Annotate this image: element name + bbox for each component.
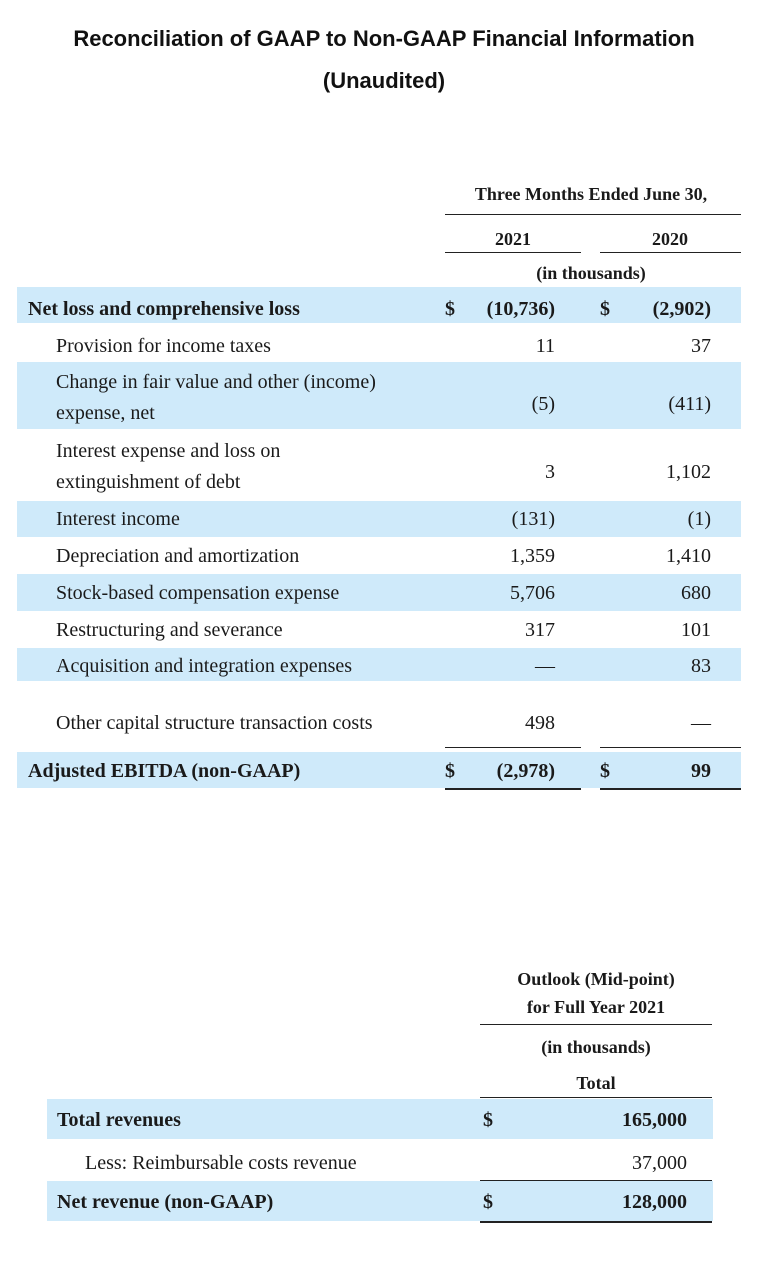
- value-2021: 498: [525, 712, 555, 734]
- currency-symbol: $: [600, 298, 610, 320]
- value-2020: 101: [681, 619, 711, 641]
- total-header-rule: [480, 1097, 712, 1098]
- row-label: Provision for income taxes: [56, 335, 271, 357]
- value-2020: 680: [681, 582, 711, 604]
- outlook-header-rule: [480, 1024, 712, 1025]
- outlook-value: 128,000: [622, 1191, 687, 1213]
- value-2021: 1,359: [510, 545, 555, 567]
- value-2020: —: [691, 712, 711, 734]
- units-label: (in thousands): [536, 263, 646, 283]
- value-2020: 1,410: [666, 545, 711, 567]
- col-header-2021: 2021: [495, 229, 531, 249]
- value-2021: (5): [531, 393, 555, 415]
- row-label: Stock-based compensation expense: [56, 582, 340, 604]
- value-2020: (1): [687, 508, 711, 530]
- row-label: Restructuring and severance: [56, 619, 283, 641]
- value-2020: 99: [691, 760, 711, 782]
- currency-symbol: $: [483, 1191, 493, 1213]
- total-rule: [480, 1221, 712, 1223]
- page-title: Reconciliation of GAAP to Non-GAAP Financial Information: [73, 26, 695, 51]
- value-2021: 317: [525, 619, 555, 641]
- row-label: Interest expense and loss on extinguishment of debt: [56, 440, 281, 493]
- col-rule-2020: [600, 252, 741, 253]
- row-label: Other capital structure transaction costs: [56, 712, 373, 734]
- currency-symbol: $: [600, 760, 610, 782]
- row-label: Net loss and comprehensive loss: [28, 298, 300, 320]
- row-label: Change in fair value and other (income) expense, net: [56, 371, 376, 424]
- row-label: Interest income: [56, 508, 180, 530]
- value-2021: —: [535, 655, 555, 677]
- value-2021: 5,706: [510, 582, 555, 604]
- outlook-value: 37,000: [632, 1152, 687, 1174]
- value-2020: (2,902): [652, 298, 711, 320]
- outlook-header-line1: Outlook (Mid-point): [517, 969, 675, 989]
- subtotal-rule-2020: [600, 747, 741, 748]
- page-subtitle: (Unaudited): [322, 68, 446, 93]
- total-rule-2021: [445, 788, 581, 790]
- col-header-2020: 2020: [652, 229, 688, 249]
- value-2020: (411): [668, 393, 711, 415]
- value-2021: 11: [535, 335, 555, 357]
- value-2021: (10,736): [486, 298, 555, 320]
- subtotal-rule-2021: [445, 747, 581, 748]
- currency-symbol: $: [483, 1109, 493, 1131]
- value-2021: (2,978): [496, 760, 555, 782]
- currency-symbol: $: [445, 760, 455, 782]
- row-label: Net revenue (non-GAAP): [57, 1191, 274, 1213]
- row-label: Adjusted EBITDA (non-GAAP): [28, 760, 301, 782]
- value-2021: (131): [511, 508, 555, 530]
- outlook-header-line2: for Full Year 2021: [526, 997, 666, 1017]
- value-2020: 1,102: [666, 461, 711, 483]
- row-label: Depreciation and amortization: [56, 545, 300, 567]
- total-header: Total: [576, 1073, 616, 1093]
- value-2021: 3: [545, 461, 555, 483]
- row-label: Total revenues: [57, 1109, 181, 1131]
- subtotal-rule: [480, 1180, 712, 1181]
- period-header: Three Months Ended June 30,: [474, 184, 708, 204]
- header-rule: [445, 214, 741, 215]
- outlook-value: 165,000: [622, 1109, 687, 1131]
- row-label: Less: Reimbursable costs revenue: [85, 1152, 357, 1174]
- value-2020: 37: [691, 335, 711, 357]
- outlook-units-label: (in thousands): [541, 1037, 651, 1057]
- total-rule-2020: [600, 788, 741, 790]
- col-rule-2021: [445, 252, 581, 253]
- row-label: Acquisition and integration expenses: [56, 655, 353, 677]
- currency-symbol: $: [445, 298, 455, 320]
- value-2020: 83: [691, 655, 711, 677]
